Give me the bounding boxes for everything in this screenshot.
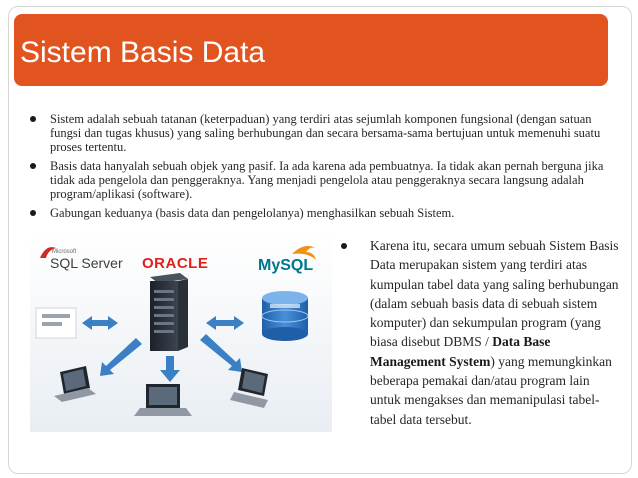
oracle-logo: ORACLE <box>142 255 209 272</box>
paragraph-text-before: Karena itu, secara umum sebuah Sistem Basis Data merupakan sistem yang terdiri atas kumpulan tabel data yang saling berhubungan (dalam sebuah basis data di sebuah sistem komputer) dan sekumpulan program (yang biasa disebut DBMS / <box>370 238 619 350</box>
bullet-dot-icon <box>341 243 347 249</box>
sql-server-label: SQL Server <box>50 255 123 271</box>
bullet-dot-icon <box>30 116 36 122</box>
bullet-dot-icon <box>30 163 36 169</box>
right-paragraph <box>350 236 622 429</box>
bullet-item <box>14 159 624 201</box>
bullet-text: Basis data hanyalah sebuah objek yang pasif. Ia ada karena ada pembuatnya. Ia tidak akan pernah berguna jika tidak ada pengelola dan penggeraknya. Yang menjadi pengelola atau penggeraknya secara langsung adalah program/aplikasi (software). <box>50 159 604 201</box>
dbms-diagram <box>30 232 332 432</box>
database-icon <box>262 291 308 341</box>
bullet-dot-icon <box>30 210 36 216</box>
server-tower-icon <box>150 273 188 351</box>
mysql-label: MySQL <box>258 257 314 274</box>
slide-title: Sistem Basis Data <box>20 36 266 69</box>
bullet-text: Gabungan keduanya (basis data dan pengelolanya) menghasilkan sebuah Sistem. <box>50 206 455 220</box>
dbms-bold-term: Data Base Management System <box>370 334 551 369</box>
paragraph-text-after: ) yang memungkinkan beberapa pemakai dan/atau program lain untuk mengakses dan memanipulasi tabel-tabel data tersebut. <box>370 353 612 427</box>
right-paragraph-body <box>350 236 622 429</box>
microsoft-label: Microsoft <box>52 249 77 255</box>
bullet-item <box>14 112 624 154</box>
workstation-icon <box>36 308 76 338</box>
bullet-list <box>14 112 624 225</box>
bullet-text: Sistem adalah sebuah tatanan (keterpaduan) yang terdiri atas sejumlah komponen fungsional (dengan satuan fungsi dan tugas khusus) yang saling berhubungan dan secara bersama-sama bertujuan untuk memenuhi suatu proses tertentu. <box>50 112 601 154</box>
bullet-item <box>14 206 624 220</box>
